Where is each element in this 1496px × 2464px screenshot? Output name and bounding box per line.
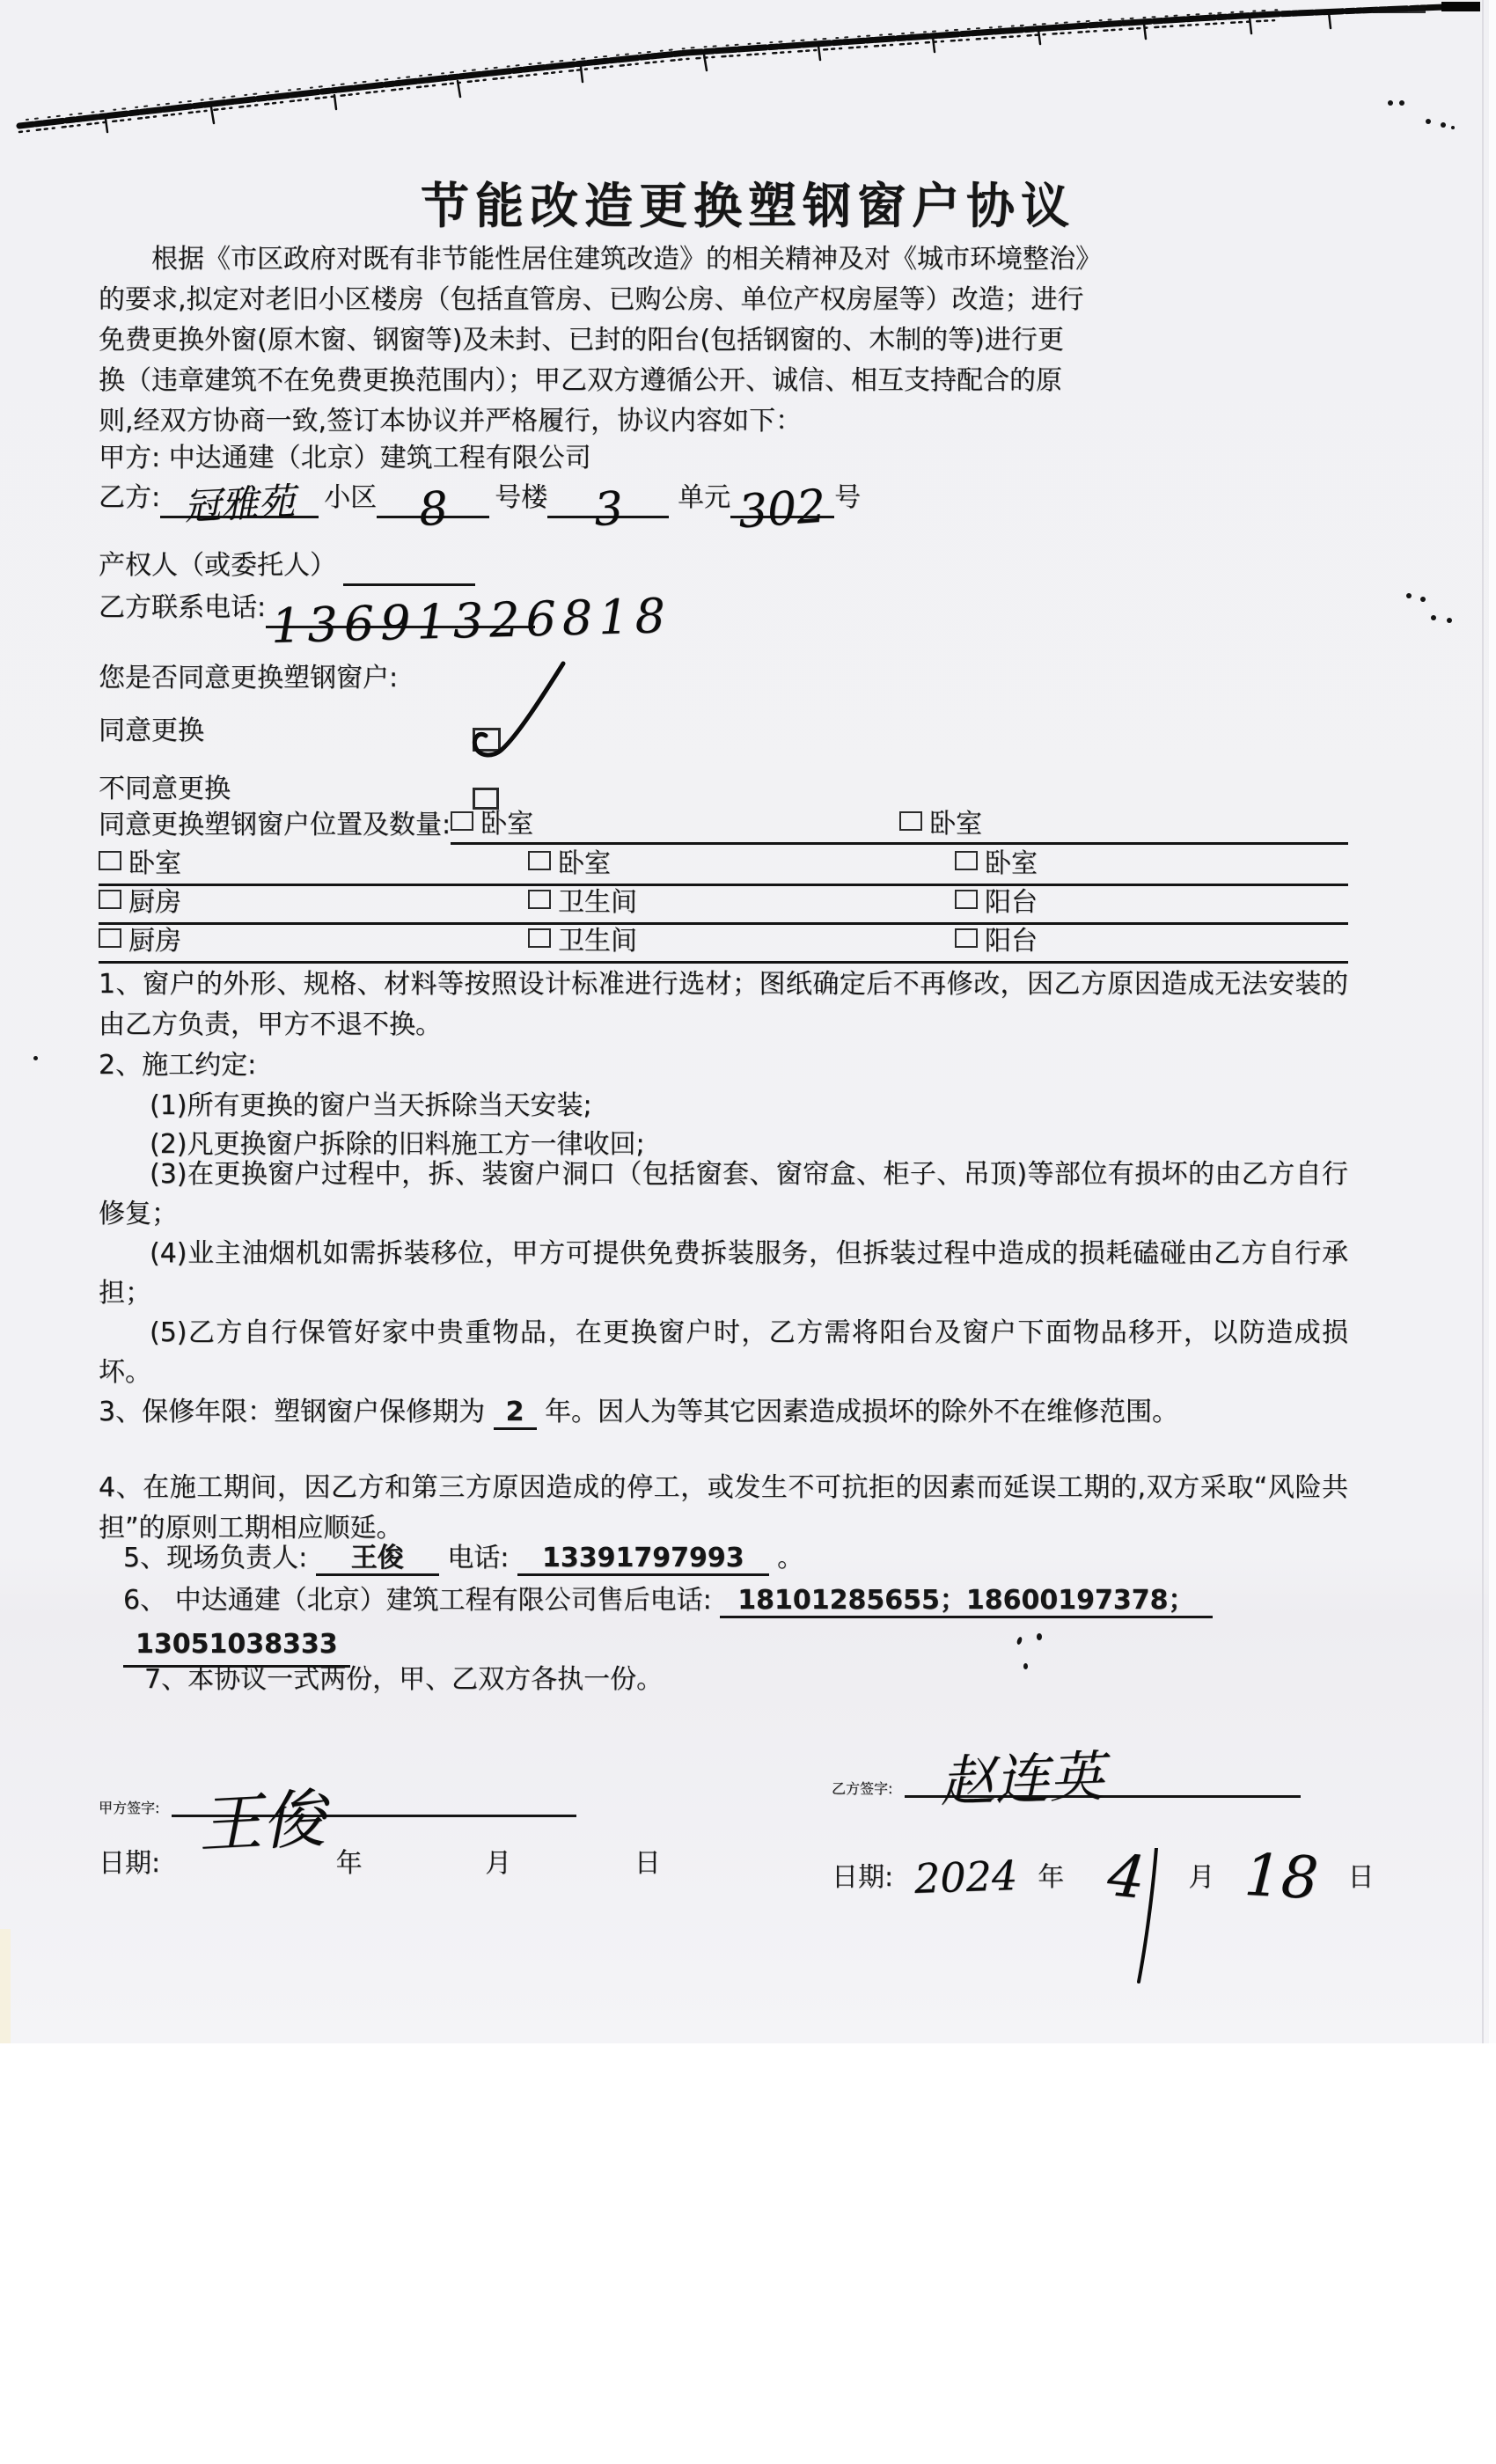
checkbox-icon	[528, 851, 551, 870]
room-cell-label: 卧室	[558, 848, 611, 879]
clause-3	[99, 1392, 1348, 1433]
ink-speck	[1406, 593, 1412, 598]
date-year-handwritten: 2024	[913, 1851, 1018, 1903]
sub-clause-2: (2)凡更换窗户拆除的旧料施工方一律收回;	[150, 1129, 645, 1160]
clause-3-suffix: 年。因人为等其它因素造成损坏的除外不在维修范围。	[545, 1397, 1179, 1427]
ink-speck	[33, 1056, 38, 1060]
phone-label: 乙方联系电话:	[99, 592, 267, 623]
date-day-handwritten: 18	[1242, 1840, 1320, 1913]
clause-2-heading: 2、施工约定:	[99, 1050, 257, 1081]
intro-line: 免费更换外窗(原木窗、钢窗等)及未封、已封的阳台(包括钢窗的、木制的等)进行更	[99, 325, 1064, 356]
date-month-handwritten: 4	[1104, 1841, 1148, 1912]
unit-suffix-label: 单元	[678, 482, 731, 513]
room-cell-label: 卫生间	[558, 887, 637, 918]
building-number-field	[377, 480, 489, 538]
handwriting-stroke-artifact	[1126, 1848, 1179, 1989]
room-cell-label: 厨房	[128, 887, 181, 918]
checkbox-icon	[99, 851, 121, 870]
scanner-background-strip	[1489, 0, 1496, 2043]
building-handwritten-value: 8	[416, 481, 450, 538]
party-b-date-label: 日期:	[832, 1862, 894, 1893]
checkbox-icon	[955, 890, 978, 909]
room-cell-label: 厨房	[128, 926, 181, 957]
day-label: 日	[1347, 1862, 1375, 1893]
paper-edge-artifact	[1482, 0, 1484, 2043]
room-cell	[955, 921, 1348, 962]
unit-handwritten-value: 3	[591, 481, 625, 538]
clause-4: 4、在施工期间，因乙方和第三方原因造成的停工，或发生不可抗拒的因素而延误工期的,双方采取“风险共担”的原则工期相应顺延。	[99, 1472, 1348, 1544]
owner-field	[343, 548, 475, 586]
phone-handwritten-value: 13691326818	[270, 588, 672, 654]
room-cell	[899, 804, 1348, 845]
torn-edge-artifact	[0, 0, 1496, 158]
party-b-label: 乙方:	[99, 482, 161, 513]
room-cell	[528, 844, 955, 884]
ink-speck	[1431, 615, 1436, 620]
ink-speck	[1447, 618, 1452, 623]
location-row-1	[99, 845, 1348, 886]
intro-line: 换（违章建筑不在免费更换范围内）；甲乙双方遵循公开、诚信、相互支持配合的原	[99, 365, 1062, 396]
party-b-signature-label: 乙方签字:	[832, 1780, 893, 1797]
party-a-signature-handwritten: 王俊	[196, 1781, 327, 1862]
location-row-3	[99, 922, 1348, 964]
room-cell	[955, 883, 1348, 923]
party-b-signature-row	[832, 1743, 1377, 1815]
site-manager-name: 王俊	[316, 1543, 439, 1576]
clause-6-prefix: 6、 中达通建（北京）建筑工程有限公司售后电话:	[123, 1585, 712, 1616]
building-suffix-label: 号楼	[495, 482, 548, 513]
room-cell-label: 阳台	[985, 887, 1038, 918]
year-label: 年	[335, 1848, 363, 1879]
year-label: 年	[1038, 1862, 1065, 1893]
room-cell-label: 卧室	[985, 848, 1038, 879]
checkbox-icon	[451, 811, 473, 831]
agree-option-label: 同意更换	[99, 715, 204, 746]
intro-paragraph	[99, 239, 1348, 442]
owner-row	[99, 546, 1348, 586]
document-title: 节能改造更换塑钢窗户协议	[420, 178, 1075, 234]
party-b-signature-handwritten: 赵连英	[939, 1743, 1105, 1815]
month-label: 月	[1188, 1862, 1215, 1893]
checkbox-icon	[99, 890, 121, 909]
room-cell-label: 卧室	[480, 808, 534, 840]
room-cell-label: 卧室	[128, 848, 181, 879]
room-number-field	[730, 480, 834, 539]
clause-7: 7、本协议一式两份，甲、乙双方各执一份。	[144, 1664, 664, 1695]
location-row-0	[99, 806, 1348, 845]
warranty-years-value: 2	[494, 1397, 537, 1430]
aftersales-phones-line2: 13051038333	[123, 1624, 350, 1668]
room-cell-label: 卫生间	[558, 926, 637, 957]
intro-line: 则,经双方协商一致,签订本协议并严格履行，协议内容如下：	[99, 406, 803, 436]
clause-5	[99, 1538, 1348, 1579]
room-cell	[99, 921, 528, 962]
unit-number-field	[547, 480, 669, 538]
location-row-0-cells	[451, 806, 1348, 845]
party-a-signature-field	[172, 1765, 576, 1862]
sub-clause-1: (1)所有更换的窗户当天拆除当天安装;	[150, 1090, 592, 1121]
party-b-date-row	[832, 1832, 1375, 1913]
phone-row	[99, 588, 1348, 654]
consent-question: 您是否同意更换塑钢窗户:	[99, 663, 399, 693]
intro-line: 根据《市区政府对既有非节能性居住建筑改造》的相关精神及对《城市环境整治》	[151, 244, 1102, 275]
agree-option-row	[99, 711, 1348, 752]
location-row-2	[99, 884, 1348, 925]
community-handwritten-value: 冠雅苑	[182, 479, 297, 529]
room-suffix-label: 号	[834, 482, 862, 513]
day-label: 日	[634, 1848, 661, 1879]
clause-5-suffix: 。	[777, 1543, 804, 1573]
sub-clause-3: (3)在更换窗户过程中，拆、装窗户洞口（包括窗套、窗帘盒、柜子、吊顶)等部位有损坏的由乙方自行修复；	[99, 1159, 1348, 1229]
clause-5-phone-label: 电话:	[447, 1543, 510, 1573]
room-cell	[99, 883, 528, 923]
intro-line: 的要求,拟定对老旧小区楼房（包括直管房、已购公房、单位产权房屋等）改造；进行	[99, 284, 1084, 315]
room-cell	[528, 921, 955, 962]
sub-clause-4: (4)业主油烟机如需拆装移位，甲方可提供免费拆装服务，但拆装过程中造成的损耗磕碰由乙方自行承担；	[99, 1238, 1348, 1309]
disagree-option-label: 不同意更换	[99, 774, 231, 804]
clause-3-prefix: 3、保修年限：塑钢窗户保修期为	[99, 1397, 486, 1427]
clause-5-prefix: 5、现场负责人:	[123, 1543, 308, 1573]
phone-field	[266, 588, 672, 654]
checkbox-icon	[955, 851, 978, 870]
room-cell-label: 卧室	[929, 808, 983, 840]
clause-6	[99, 1580, 1348, 1668]
checkbox-icon	[955, 928, 978, 948]
room-handwritten-value: 302	[737, 480, 828, 539]
site-manager-phone: 13391797993	[517, 1543, 769, 1576]
paper-left-edge-artifact	[0, 1929, 11, 2043]
community-suffix-label: 小区	[324, 482, 378, 513]
aftersales-phones-line1: 18101285655；18600197378；	[720, 1585, 1212, 1618]
checkbox-icon	[528, 928, 551, 948]
party-a-line: 甲方: 中达通建（北京）建筑工程有限公司	[99, 443, 591, 473]
party-a-date-row	[99, 1841, 661, 1880]
party-a-signature-row	[99, 1765, 671, 1862]
party-b-signature-field	[905, 1743, 1301, 1815]
month-label: 月	[485, 1848, 512, 1879]
room-cell	[955, 844, 1348, 884]
clause-1: 1、窗户的外形、规格、材料等按照设计标准进行选材；图纸确定后不再修改，因乙方原因造成无法安装的由乙方负责，甲方不退不换。	[99, 969, 1348, 1040]
checkbox-icon	[528, 890, 551, 909]
party-b-row	[99, 478, 1348, 539]
room-cell	[99, 844, 528, 884]
checkbox-icon	[899, 811, 922, 831]
sub-clause-5: (5)乙方自行保管好家中贵重物品，在更换窗户时，乙方需将阳台及窗户下面物品移开，以防造成损坏。	[99, 1317, 1348, 1388]
community-field	[160, 479, 319, 529]
owner-label: 产权人（或委托人）	[99, 550, 336, 581]
party-a-signature-label: 甲方签字:	[99, 1800, 160, 1816]
room-cell-label: 阳台	[985, 926, 1038, 957]
room-cell	[451, 804, 899, 845]
room-cell	[528, 883, 955, 923]
checkbox-icon	[99, 928, 121, 948]
location-label: 同意更换塑钢窗户位置及数量:	[99, 810, 451, 840]
agree-checkmark-handwritten	[451, 658, 574, 762]
party-a-date-label: 日期:	[99, 1848, 161, 1879]
ink-speck	[1420, 597, 1426, 602]
